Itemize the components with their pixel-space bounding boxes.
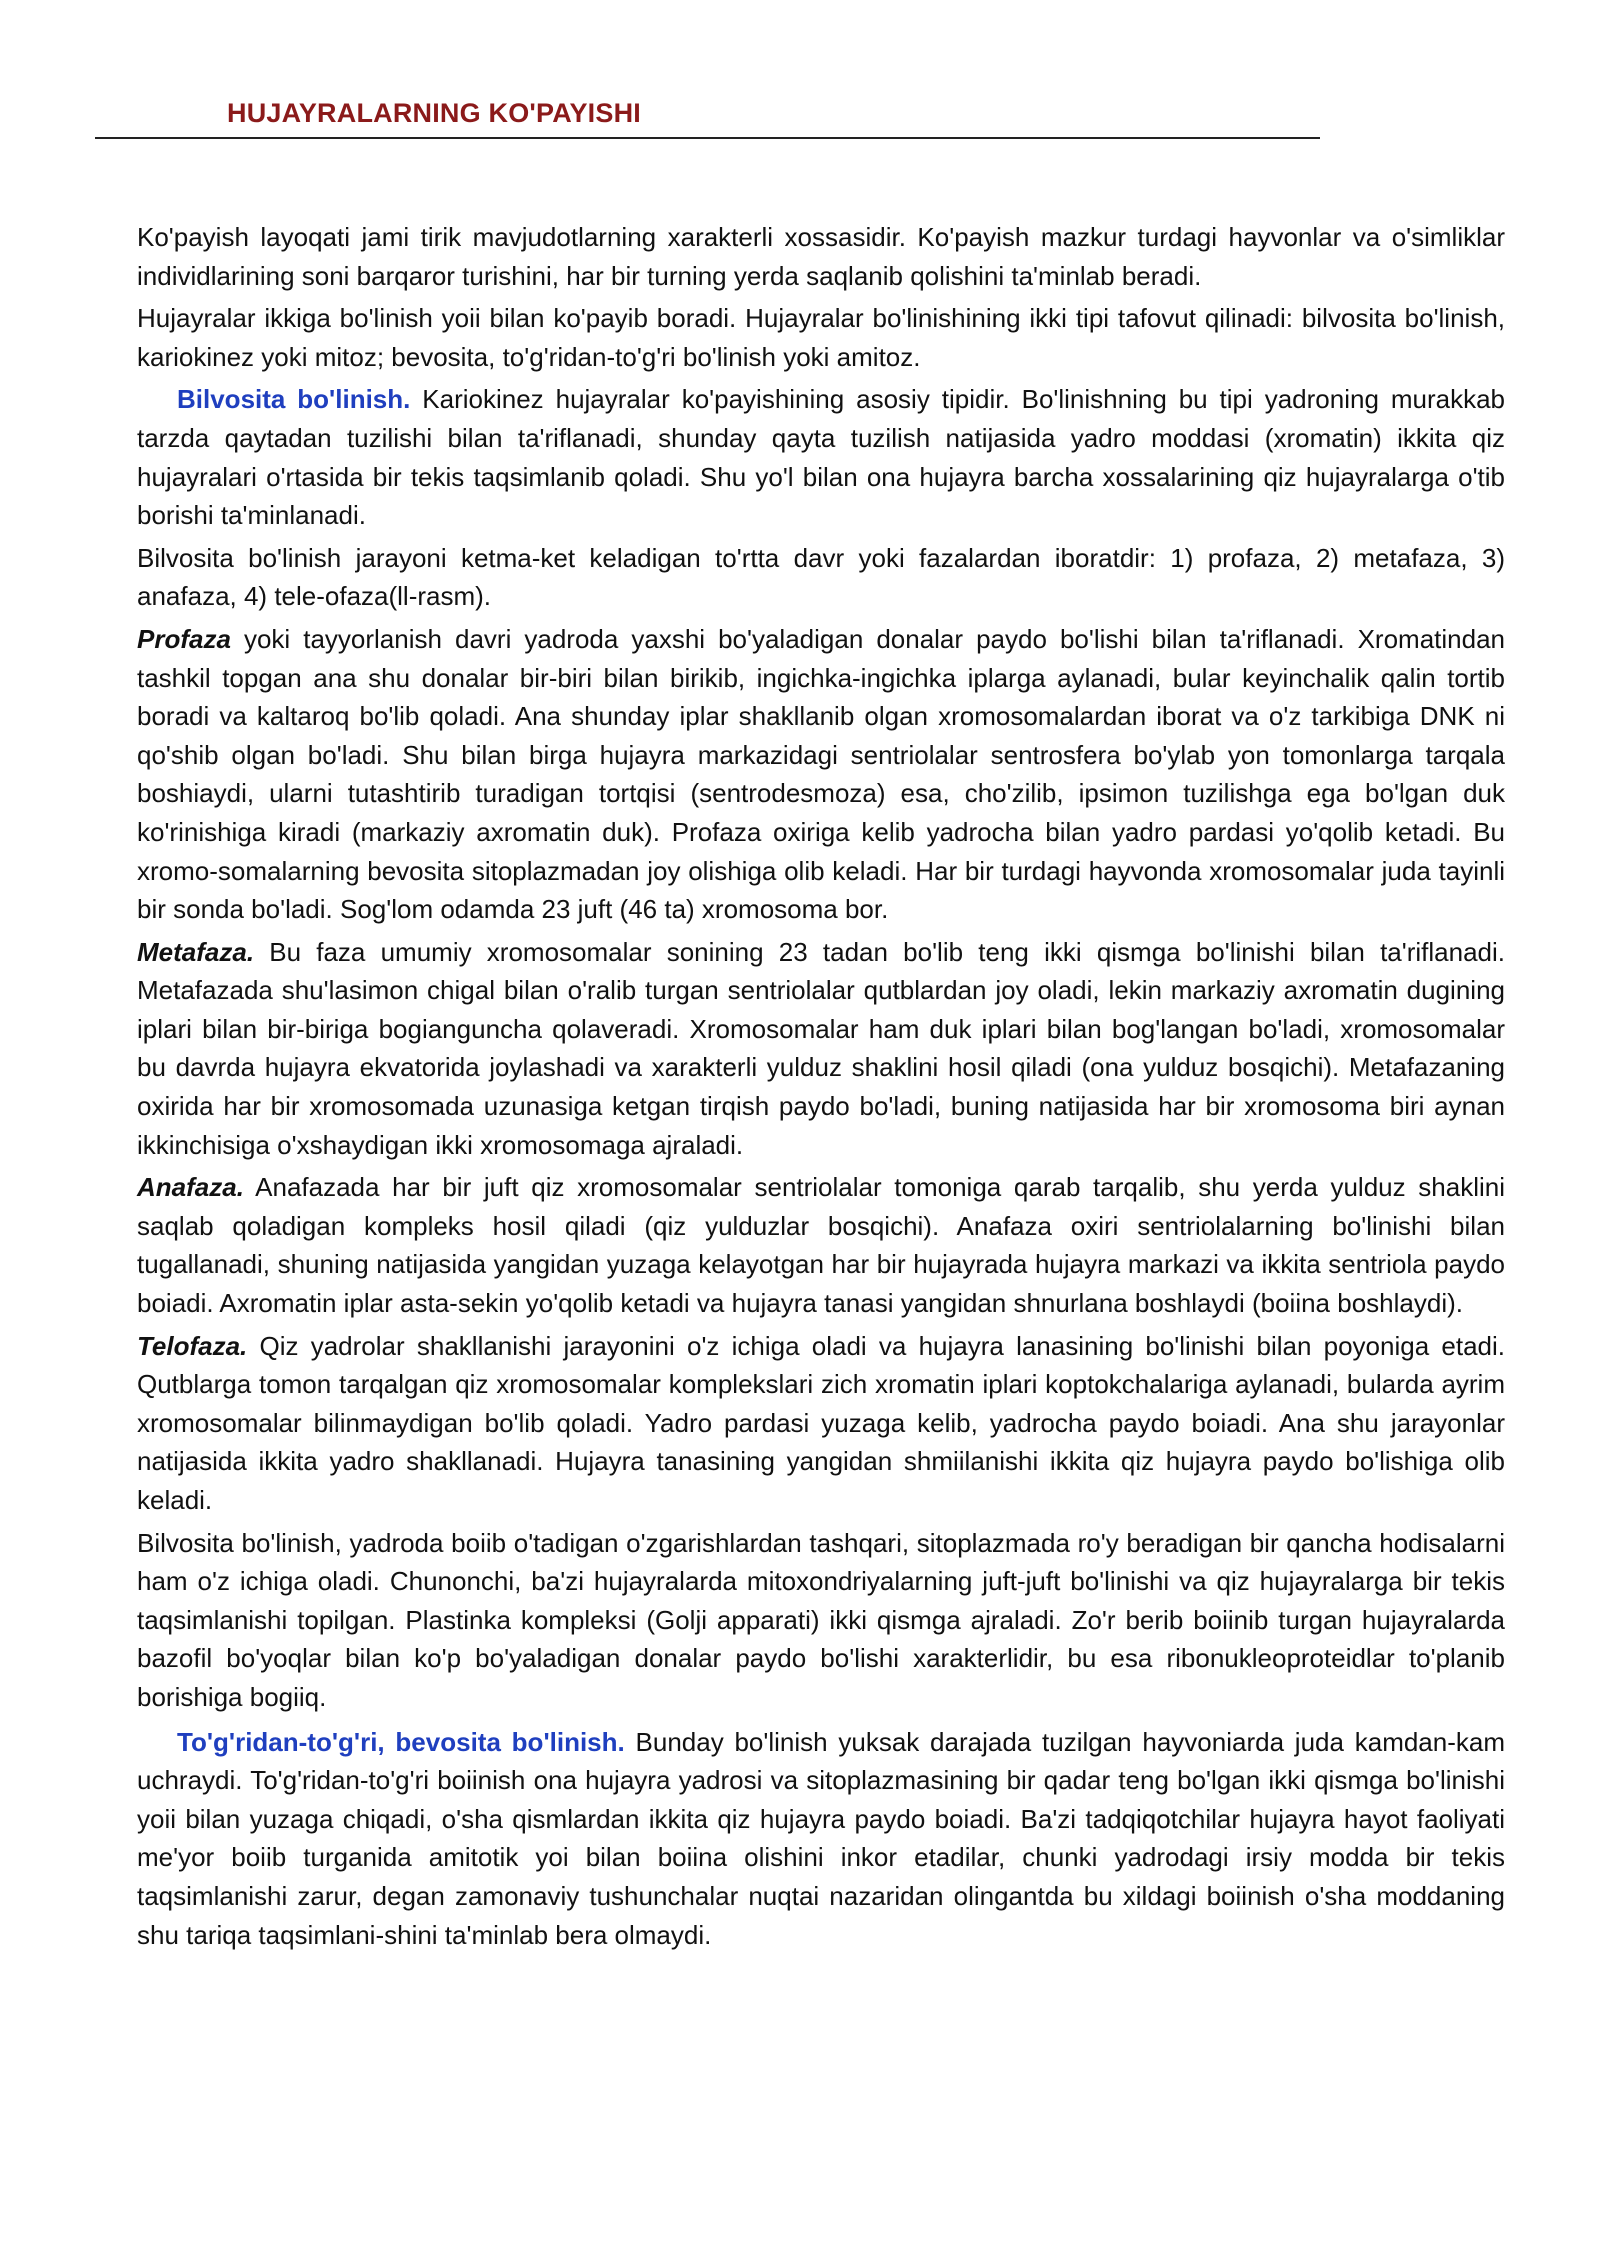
paragraph-direct-division	[137, 1723, 1505, 1955]
term-telophase: Telofaza.	[137, 1330, 248, 1361]
paragraph-division-types: Hujayralar ikkiga bo'linish yoii bilan ko'payib boradi. Hujayralar bo'linishining ikki tipi tafovut qilinadi: bilvosita bo'linish, kariokinez yoki mitoz; bevosita, to'g'ridan-to'g'ri bo'linish yoki amitoz.	[137, 303, 1505, 372]
paragraph-cytoplasm-changes: Bilvosita bo'linish, yadroda boiib o'tadigan o'zgarishlardan tashqari, sitoplazmada ro'y beradigan bir qancha hodisalarni ham o'z ichiga oladi. Chunonchi, ba'zi hujayralarda mitoxondriyalarning juft-juft bo'linishi va qiz hujayralarga bir tekis taqsimlanishi topilgan. Plastinka kompleksi (Golji apparati) ikki qismga ajraladi. Zo'r berib boiinib turgan hujayralarda bazofil bo'yoqlar bilan ko'p bo'yaladigan donalar paydo bo'lishi xarakterlidir, bu esa ribonukleoproteidlar to'planib borishiga bogiiq.	[137, 1527, 1505, 1712]
paragraph-telophase	[137, 1327, 1505, 1520]
paragraph-prophase	[137, 620, 1505, 929]
section-heading-direct-division: To'g'ridan-to'g'ri, bevosita bo'linish.	[177, 1726, 625, 1757]
page-title: HUJAYRALARNING KO'PAYISHI	[227, 98, 641, 128]
term-metaphase: Metafaza.	[137, 936, 255, 967]
paragraph-text: Bunday bo'linish yuksak darajada tuzilgan hayvoniarda juda kamdan-kam uchraydi. To'g'ridan-to'g'ri boiinish ona hujayra yadrosi va sitoplazmasining bir qadar teng bo'lgan ikki qismga bo'linishi yoii bilan yuzaga chiqadi, o'sha qismlardan ikkita qiz hujayra paydo boiadi. Ba'zi tadqiqotchilar hujayra hayot faoliyati me'yor boiib turganida amitotik yoi bilan boiina olishini inkor etadilar, chunki yadrodagi irsiy modda bir tekis taqsimlanishi zarur, degan zamonaviy tushunchalar nuqtai nazaridan olingantda bu xildagi boiinish o'sha moddaning shu tariqa taqsimlani-shini ta'minlab bera olmaydi.	[137, 1726, 1506, 1950]
paragraph-intro: Ko'payish layoqati jami tirik mavjudotlarning xarakterli xossasidir. Ko'payish mazkur turdagi hayvonlar va o'simliklar individlarining soni barqaror turishini, har bir turning yerda saqlanib qolishini ta'minlab beradi.	[137, 222, 1505, 291]
paragraph-text: Kariokinez hujayralar ko'payishining asosiy tipidir. Bo'linishning bu tipi yadroning murakkab tarzda qaytadan tuzilishi bilan ta'riflanadi, shunday qayta tuzilish natijasida yadro moddasi (xromatin) ikkita qiz hujayralari o'rtasida bir tekis taqsimlanib qoladi. Shu yo'l bilan ona hujayra barcha xossalarining qiz hujayralarga o'tib borishi ta'minlanadi.	[137, 384, 1505, 531]
section-heading-indirect-division: Bilvosita bo'linish.	[177, 384, 411, 415]
term-anaphase: Anafaza.	[137, 1172, 244, 1203]
paragraph-indirect-division	[137, 380, 1505, 534]
paragraph-anaphase	[137, 1168, 1505, 1322]
paragraph-text: yoki tayyorlanish davri yadroda yaxshi bo'yaladigan donalar paydo bo'lishi bilan ta'riflanadi. Xromatindan tashkil topgan ana shu donalar bir-biri bilan birikib, ingichka-ingichka iplarga aylanadi, bular keyinchalik qalin tortib boradi va kaltaroq bo'lib qoladi. Ana shunday iplar shakllanib olgan xromosomalardan iborat va o'z tarkibiga DNK ni qo'shib olgan bo'ladi. Shu bilan birga hujayra markazidagi sentriolalar sentrosfera bo'ylab yon tomonlarga tarqala boshiaydi, ularni tutashtirib turadigan tortqisi (sentrodesmoza) esa, cho'zilib, ipsimon tuzilishga ega bo'lgan duk ko'rinishiga kiradi (markaziy axromatin duk). Profaza oxiriga kelib yadrocha bilan yadro pardasi yo'qolib ketadi. Bu xromo-somalarning bevosita sitoplazmadan joy olishiga olib keladi. Har bir turdagi hayvonda xromosomalar juda tayinli bir sonda bo'ladi. Sog'lom odamda 23 juft (46 ta) xromosoma bor.	[137, 623, 1505, 925]
document-body	[137, 218, 1505, 1958]
paragraph-metaphase	[137, 933, 1505, 1165]
term-prophase: Profaza	[137, 623, 231, 654]
paragraph-text: Anafazada har bir juft qiz xromosomalar sentriolalar tomoniga qarab tarqalib, shu yerda yulduz shaklini saqlab qoladigan kompleks hosil qiladi (qiz yulduzlar bosqichi). Anafaza oxiri sentriolalarning bo'linishi bilan tugallanadi, shuning natijasida yangidan yuzaga kelayotgan har bir hujayrada hujayra markazi va ikkita sentriola paydo boiadi. Axromatin iplar asta-sekin yo'qolib ketadi va hujayra tanasi yangidan shnurlana boshlaydi (boiina boshlaydi).	[137, 1172, 1505, 1319]
paragraph-text: Bu faza umumiy xromosomalar sonining 23 tadan bo'lib teng ikki qismga bo'linishi bilan ta'riflanadi. Metafazada shu'lasimon chigal bilan o'ralib turgan sentriolalar qutblardan joy oladi, lekin markaziy axromatin dugining iplari bilan bir-biriga bogiangunchа qolaveradi. Xromosomalar ham duk iplari bilan bog'langan bo'ladi, xromosomalar bu davrda hujayra ekvatorida joylashadi va xarakterli yulduz shaklini hosil qiladi (ona yulduz bosqichi). Metafazaning oxirida har bir xromosomada uzunasiga ketgan tirqish paydo bo'ladi, buning natijasida har bir xromosoma biri aynan ikkinchisiga o'xshaydigan ikki xromosomaga ajraladi.	[137, 936, 1505, 1160]
paragraph-phases-list: Bilvosita bo'linish jarayoni ketma-ket keladigan to'rtta davr yoki fazalardan iboratdir: 1) profaza, 2) metafaza, 3) anafaza, 4) tele-ofaza(ll-rasm).	[137, 542, 1505, 612]
header-divider	[95, 137, 1320, 139]
paragraph-text: Qiz yadrolar shakllanishi jarayonini o'z ichiga oladi va hujayra lanasining bo'linishi bilan poyoniga etadi. Qutblarga tomon tarqalgan qiz xromosomalar komplekslari zich xromatin iplari koptokchalariga aylanadi, bularda ayrim xromosomalar bilinmaydigan bo'lib qoladi. Yadro pardasi yuzaga kelib, yadrocha paydo boiadi. Ana shu jarayonlar natijasida ikkita yadro shakllanadi. Hujayra tanasining yangidan shmiilanishi ikkita qiz hujayra paydo bo'lishiga olib keladi.	[137, 1330, 1505, 1515]
